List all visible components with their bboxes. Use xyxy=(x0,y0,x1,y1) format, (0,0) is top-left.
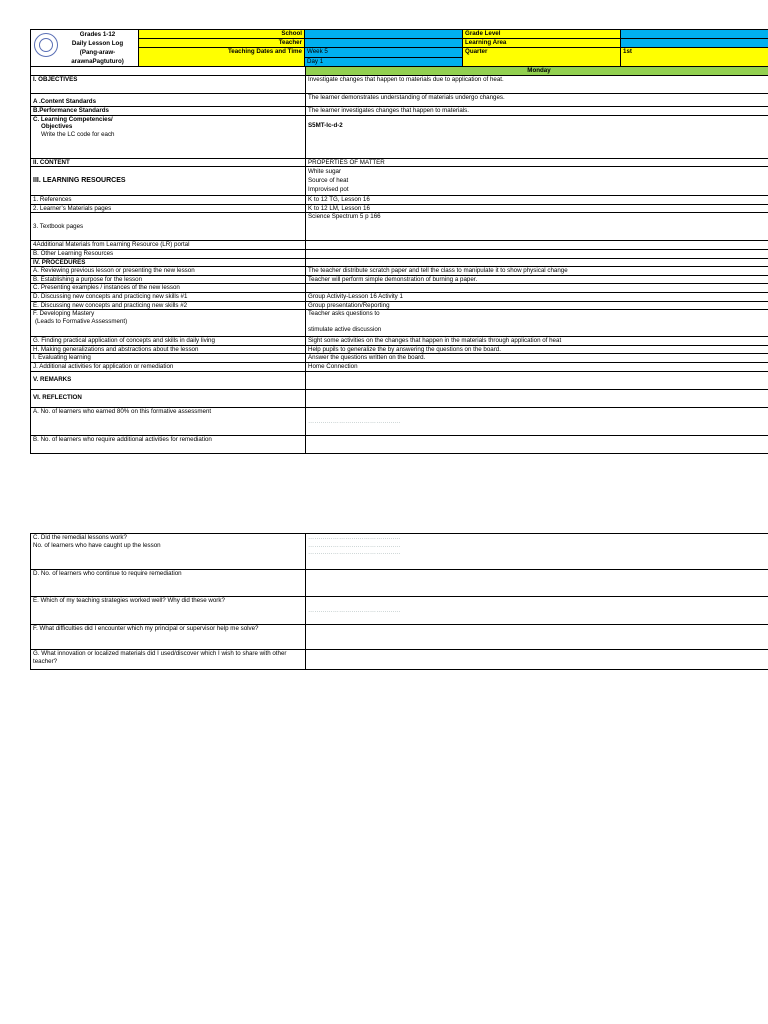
grade-level-value xyxy=(621,30,768,39)
content-label: II. CONTENT xyxy=(31,158,306,167)
pang-text-b: arawnaPagtuturo) xyxy=(71,58,124,65)
textbook-label: 3. Textbook pages xyxy=(31,213,306,241)
refl-b-value xyxy=(306,435,768,453)
lesson-body-table xyxy=(30,67,768,454)
school-value xyxy=(305,30,463,39)
grades-text: Grades 1-12 xyxy=(79,31,116,38)
proc-f-label-1: F. Developing Mastery xyxy=(33,310,95,318)
proc-c-value xyxy=(306,284,768,293)
proc-d-value: Group Activity-Lesson 16 Activity 1 xyxy=(306,292,768,301)
competencies-code: S5MT-Ic-d-2 xyxy=(306,115,768,158)
proc-f-value xyxy=(306,310,768,337)
lesson-log-page-2 xyxy=(30,533,768,670)
proc-e-value: Group presentation/Reporting xyxy=(306,301,768,310)
lr-portal-label: 4Additional Materials from Learning Resource (LR) portal xyxy=(31,241,306,250)
resources-label: III. LEARNING RESOURCES xyxy=(31,167,306,196)
proc-f-label xyxy=(31,310,306,337)
refl-c-label xyxy=(31,534,306,570)
refl-c-dots: ……………………………………… xyxy=(308,534,401,541)
objectives-label: I. OBJECTIVES xyxy=(31,75,306,93)
other-resources-value xyxy=(306,249,768,258)
refl-a-value: ……………………………………… xyxy=(306,407,768,435)
refl-d-label: D. No. of learners who continue to require remediation xyxy=(31,570,306,597)
remarks-value xyxy=(306,371,768,389)
learning-area-value xyxy=(621,39,768,48)
proc-j-label: J. Additional activities for application or remediation xyxy=(31,362,306,371)
teacher-value xyxy=(305,39,463,48)
refl-e-label: E. Which of my teaching strategies worked well? Why did these work? xyxy=(31,597,306,625)
procedures-value xyxy=(306,258,768,267)
proc-d-label: D. Discussing new concepts and practicing new skills #1 xyxy=(31,292,306,301)
dll-title: Daily Lesson Log xyxy=(71,40,124,47)
refl-c-label-1: C. Did the remedial lessons work? xyxy=(33,534,127,541)
refl-f-value xyxy=(306,625,768,650)
proc-f-value-2: stimulate active discussion xyxy=(308,325,382,333)
refl-d-value xyxy=(306,570,768,597)
proc-g-label: G. Finding practical application of concepts and skills in daily living xyxy=(31,337,306,346)
performance-standards-label: B.Performance Standards xyxy=(31,106,306,115)
reflection-value xyxy=(306,389,768,407)
refl-b-label: B. No. of learners who require additional activities for remediation xyxy=(31,435,306,453)
performance-standards-value: The learner investigates changes that happen to materials. xyxy=(306,106,768,115)
pang-text-a: (Pang-araw- xyxy=(79,49,116,56)
textbook-value: Science Spectrum 5 p 166 xyxy=(306,213,768,241)
lm-pages-value: K to 12 LM, Lesson 16 xyxy=(306,204,768,213)
proc-e-label: E. Discussing new concepts and practicing new skills #2 xyxy=(31,301,306,310)
refl-c-dots: ……………………………………… xyxy=(308,541,401,549)
proc-b-value: Teacher will perform simple demonstration of burning a paper. xyxy=(306,275,768,284)
teacher-label: Teacher xyxy=(139,39,305,48)
proc-f-value-1: Teacher asks questions to xyxy=(308,310,380,318)
day-header: Monday xyxy=(306,67,768,75)
references-value: K to 12 TG, Lesson 16 xyxy=(306,196,768,205)
proc-i-label: I. Evaluating learning xyxy=(31,354,306,363)
header-table xyxy=(30,29,768,67)
learning-area-label: Learning Area xyxy=(463,39,621,48)
lr-portal-value xyxy=(306,241,768,250)
resource-item: White sugar xyxy=(308,168,342,176)
deped-seal-icon xyxy=(34,33,58,57)
competencies-label xyxy=(31,115,306,158)
proc-a-label: A. Reviewing previous lesson or presenting the new lesson xyxy=(31,267,306,276)
school-label: School xyxy=(139,30,305,39)
lm-pages-label: 2. Learner’s Materials pages xyxy=(31,204,306,213)
refl-f-label: F. What difficulties did I encounter which my principal or supervisor help me solve? xyxy=(31,625,306,650)
reflection-table xyxy=(30,533,768,670)
grade-level-label: Grade Level xyxy=(463,30,621,39)
refl-c-value xyxy=(306,534,768,570)
proc-j-value: Home Connection xyxy=(306,362,768,371)
content-value: PROPERTIES OF MATTER xyxy=(306,158,768,167)
proc-h-label: H. Making generalizations and abstractions about the lesson xyxy=(31,345,306,354)
content-standards-value: The learner demonstrates understanding of materials undergo changes. xyxy=(306,93,768,106)
proc-g-value: Sight some activities on the changes that happen in the materials through application of heat xyxy=(306,337,768,346)
header-brand xyxy=(31,30,139,67)
references-label: 1. References xyxy=(31,196,306,205)
day-value: Day 1 xyxy=(305,58,463,67)
competencies-label-3: Write the LC code for each xyxy=(41,130,115,138)
proc-c-label: C. Presenting examples / instances of the new lesson xyxy=(31,284,306,293)
competencies-label-1: C. Learning Competencies/ xyxy=(33,115,113,123)
remarks-label: V. REMARKS xyxy=(31,371,306,389)
week-value: Week 5 xyxy=(305,48,463,58)
reflection-label: VI. REFLECTION xyxy=(31,389,306,407)
lesson-log-page-1 xyxy=(30,29,768,454)
proc-a-value: The teacher distribute scratch paper and tell the class to manipulate it to show physical change xyxy=(306,267,768,276)
resources-value xyxy=(306,167,768,196)
other-resources-label: B. Other Learning Resources xyxy=(31,249,306,258)
competencies-label-2: Objectives xyxy=(41,123,73,131)
proc-h-value: Help pupils to generalize the by answering the questions on the board. xyxy=(306,345,768,354)
resource-item: Improvised pot xyxy=(308,186,349,194)
resource-item: Source of heat xyxy=(308,177,349,185)
proc-f-label-2: (Leads to Formative Assessment) xyxy=(35,317,128,325)
refl-g-label: G. What innovation or localized materials did I used/discover which I wish to share with other teacher? xyxy=(31,650,306,670)
procedures-label: IV. PROCEDURES xyxy=(31,258,306,267)
refl-g-value xyxy=(306,650,768,670)
refl-e-value: ……………………………………… xyxy=(306,597,768,625)
quarter-value: 1st xyxy=(621,48,768,67)
objectives-value: Investigate changes that happen to materials due to application of heat. xyxy=(306,75,768,93)
quarter-label: Quarter xyxy=(463,48,621,67)
dates-label: Teaching Dates and Time xyxy=(139,48,305,67)
content-standards-label: A .Content Standards xyxy=(31,93,306,106)
refl-c-label-2: No. of learners who have caught up the lesson xyxy=(33,541,161,549)
proc-b-label: B. Establishing a purpose for the lesson xyxy=(31,275,306,284)
proc-i-value: Answer the questions written on the board. xyxy=(306,354,768,363)
refl-c-dots: ……………………………………… xyxy=(308,549,401,557)
refl-a-label: A. No. of learners who earned 80% on this formative assessment xyxy=(31,407,306,435)
